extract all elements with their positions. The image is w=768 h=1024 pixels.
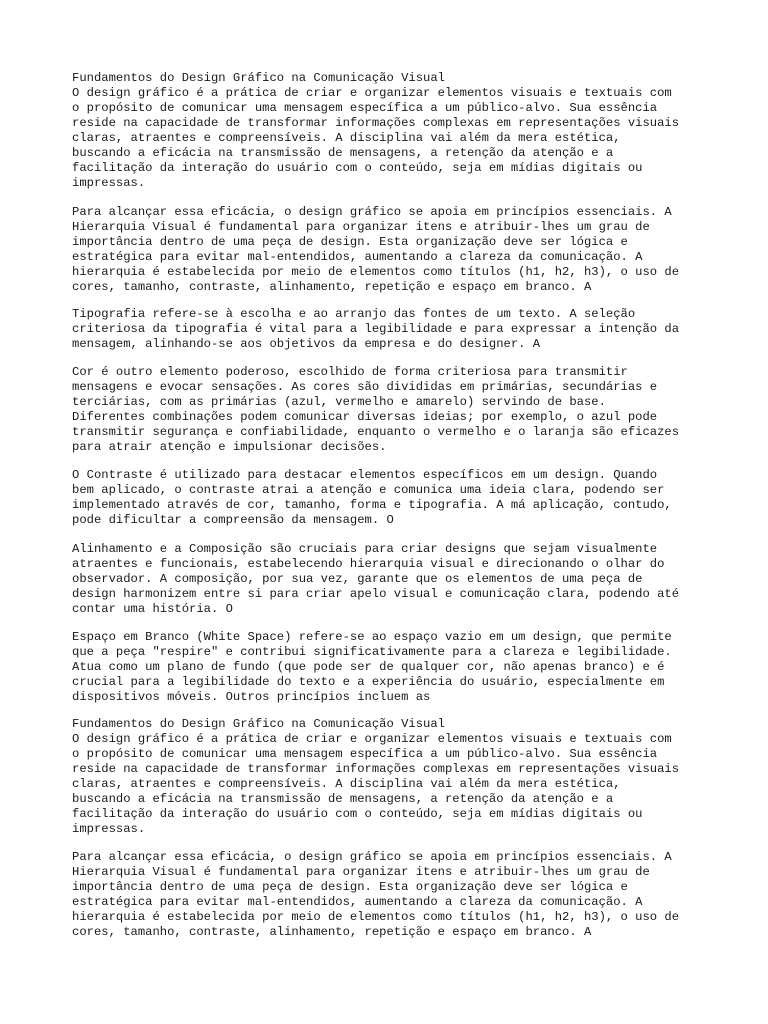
text-line: impressas. (72, 822, 146, 836)
text-line: que a peça "respire" e contribui significativamente para a clareza e legibilidade. (72, 645, 672, 659)
text-line: implementado através de cor, tamanho, forma e tipografia. A má aplicação, contudo, (72, 498, 672, 512)
document-heading: Fundamentos do Design Gráfico na Comunicação Visual (72, 71, 445, 85)
text-line: pode dificultar a compreensão da mensagem. O (72, 513, 394, 527)
text-line: terciárias, com as primárias (azul, vermelho e amarelo) servindo de base. (72, 395, 606, 409)
text-line: Para alcançar essa eficácia, o design gráfico se apoia em princípios essenciais. A (72, 205, 672, 219)
text-line: hierarquia é estabelecida por meio de elementos como títulos (h1, h2, h3), o uso de (72, 910, 680, 924)
text-line: mensagens e evocar sensações. As cores são divididas em primárias, secundárias e (72, 380, 658, 394)
text-line: claras, atraentes e compreensíveis. A disciplina vai além da mera estética, (72, 131, 621, 145)
text-line: importância dentro de uma peça de design. Esta organização deve ser lógica e (72, 880, 628, 894)
text-line: Diferentes combinações podem comunicar diversas ideias; por exemplo, o azul pode (72, 410, 658, 424)
text-line: o propósito de comunicar uma mensagem específica a um público-alvo. Sua essência (72, 101, 658, 115)
text-line: observador. A composição, por sua vez, garante que os elementos de uma peça de (72, 572, 643, 586)
text-line: estratégica para evitar mal-entendidos, aumentando a clareza da comunicação. A (72, 250, 643, 264)
text-line: O design gráfico é a prática de criar e organizar elementos visuais e textuais com (72, 86, 672, 100)
text-line: Para alcançar essa eficácia, o design gráfico se apoia em princípios essenciais. A (72, 850, 672, 864)
text-line: Cor é outro elemento poderoso, escolhido de forma criteriosa para transmitir (72, 365, 628, 379)
text-line: o propósito de comunicar uma mensagem específica a um público-alvo. Sua essência (72, 747, 658, 761)
text-line: design harmonizem entre si para criar apelo visual e comunicação clara, podendo até (72, 587, 680, 601)
text-line: atraentes e funcionais, estabelecendo hierarquia visual e direcionando o olhar do (72, 557, 665, 571)
text-line: para atrair atenção e impulsionar decisões. (72, 440, 387, 454)
text-line: bem aplicado, o contraste atrai a atenção e comunica uma ideia clara, podendo ser (72, 483, 665, 497)
text-line: Tipografia refere-se à escolha e ao arranjo das fontes de um texto. A seleção (72, 307, 636, 321)
text-line: facilitação da interação do usuário com o conteúdo, seja em mídias digitais ou (72, 807, 643, 821)
text-line: Hierarquia Visual é fundamental para organizar itens e atribuir-lhes um grau de (72, 220, 650, 234)
text-line: estratégica para evitar mal-entendidos, aumentando a clareza da comunicação. A (72, 895, 643, 909)
text-line: reside na capacidade de transformar informações complexas em representações visuais (72, 762, 680, 776)
text-line: reside na capacidade de transformar informações complexas em representações visuais (72, 116, 680, 130)
text-line: cores, tamanho, contraste, alinhamento, repetição e espaço em branco. A (72, 280, 592, 294)
text-line: mensagem, alinhando-se aos objetivos da empresa e do designer. A (72, 337, 541, 351)
text-line: impressas. (72, 176, 146, 190)
text-line: Espaço em Branco (White Space) refere-se ao espaço vazio em um design, que permite (72, 630, 672, 644)
text-line: contar uma história. O (72, 602, 233, 616)
text-line: claras, atraentes e compreensíveis. A disciplina vai além da mera estética, (72, 777, 621, 791)
text-line: importância dentro de uma peça de design. Esta organização deve ser lógica e (72, 235, 628, 249)
text-line: Atua como um plano de fundo (que pode ser de qualquer cor, não apenas branco) e é (72, 660, 665, 674)
text-line: buscando a eficácia na transmissão de mensagens, a retenção da atenção e a (72, 146, 614, 160)
text-line: Hierarquia Visual é fundamental para organizar itens e atribuir-lhes um grau de (72, 865, 650, 879)
text-line: buscando a eficácia na transmissão de mensagens, a retenção da atenção e a (72, 792, 614, 806)
text-line: transmitir segurança e confiabilidade, enquanto o vermelho e o laranja são eficazes (72, 425, 680, 439)
text-line: facilitação da interação do usuário com o conteúdo, seja em mídias digitais ou (72, 161, 643, 175)
text-line: cores, tamanho, contraste, alinhamento, repetição e espaço em branco. A (72, 925, 592, 939)
text-line: O design gráfico é a prática de criar e organizar elementos visuais e textuais com (72, 732, 672, 746)
text-line: O Contraste é utilizado para destacar elementos específicos em um design. Quando (72, 468, 658, 482)
document-heading: Fundamentos do Design Gráfico na Comunicação Visual (72, 717, 445, 731)
text-line: criteriosa da tipografia é vital para a legibilidade e para expressar a intenção da (72, 322, 680, 336)
text-line: dispositivos móveis. Outros princípios incluem as (72, 690, 431, 704)
text-line: crucial para a legibilidade do texto e a experiência do usuário, especialmente em (72, 675, 665, 689)
text-line: hierarquia é estabelecida por meio de elementos como títulos (h1, h2, h3), o uso de (72, 265, 680, 279)
text-line: Alinhamento e a Composição são cruciais para criar designs que sejam visualmente (72, 542, 658, 556)
